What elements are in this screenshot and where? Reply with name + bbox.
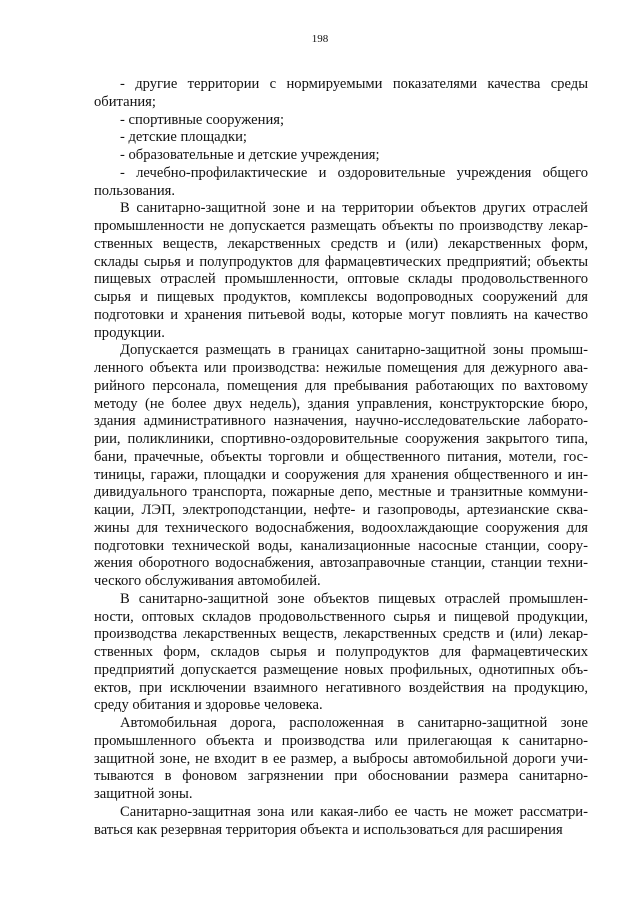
paragraph: В санитарно-защитной зоне объектов пищевых отраслей промышленности, оптовых складов продовольственного сырья и пищевой продукции, производства лекарственных веществ, лекарственных средств и (или) лекарственных форм, складов сырья и полупродуктов для фармацевтических предприятий допускается размещение новых профильных, однотипных объектов, при исключении взаимного негативного воздействия на продукцию, среду обитания и здоровье человека.	[94, 590, 588, 714]
paragraph: Автомобильная дорога, расположенная в санитарно-защитной зоне промышленного объекта и производства или прилегающая к санитарно-защитной зоне, не входит в ее размер, а выбросы автомобильной дороги учитываются в фоновом загрязнении при обосновании размера санитарно-защитной зоны.	[94, 715, 588, 802]
paragraph: Допускается размещать в границах санитарно-защитной зоны промышленного объекта или производства: нежилые помещения для дежурного аварийного персонала, помещения для пребывания работающих по вахтовому методу (не более двух недель), здания управления, конструкторские бюро, здания административного назначения, научно-исследовательские лаборатории, поликлиники, спортивно-оздоровительные сооружения закрытого типа, бани, прачечные, объекты торговли и общественного питания, мотели, гостиницы, гаражи, площадки и сооружения для хранения общественного и индивидуального транспорта, пожарные депо, местные и транзитные коммуникации, ЛЭП, электроподстанции, нефте- и газопроводы, артезианские скважины для технического водоснабжения, водоохлаждающие сооружения для подготовки технической воды, канализационные насосные станции, сооружения оборотного водоснабжения, автозаправочные станции, станции технического обслуживания автомобилей.	[94, 342, 588, 589]
page-body	[94, 76, 588, 839]
paragraph: Санитарно-защитная зона или какая-либо ее часть не может рассматриваться как резервная территория объекта и использоваться для расширения	[94, 803, 588, 838]
list-item: - образовательные и детские учреждения;	[120, 147, 380, 163]
paragraph: В санитарно-защитной зоне и на территории объектов других отраслей промышленности не допускается размещать объекты по производству лекарственных веществ, лекарственных средств и (или) лекарственных форм, склады сырья и полупродуктов для фармацевтических предприятий; объекты пищевых отраслей промышленности, оптовые склады продовольственного сырья и пищевых продуктов, комплексы водопроводных сооружений для подготовки и хранения питьевой воды, которые могут повлиять на качество продукции.	[94, 200, 588, 341]
list-item: - спортивные сооружения;	[120, 111, 285, 128]
list-item: - лечебно-профилактические и оздоровительные учреждения общего пользования.	[94, 164, 588, 199]
list-item: - детские площадки;	[120, 129, 247, 146]
list-item: - другие территории с нормируемыми показателями качества среды обитания;	[94, 76, 588, 110]
page-number: 198	[311, 33, 329, 45]
